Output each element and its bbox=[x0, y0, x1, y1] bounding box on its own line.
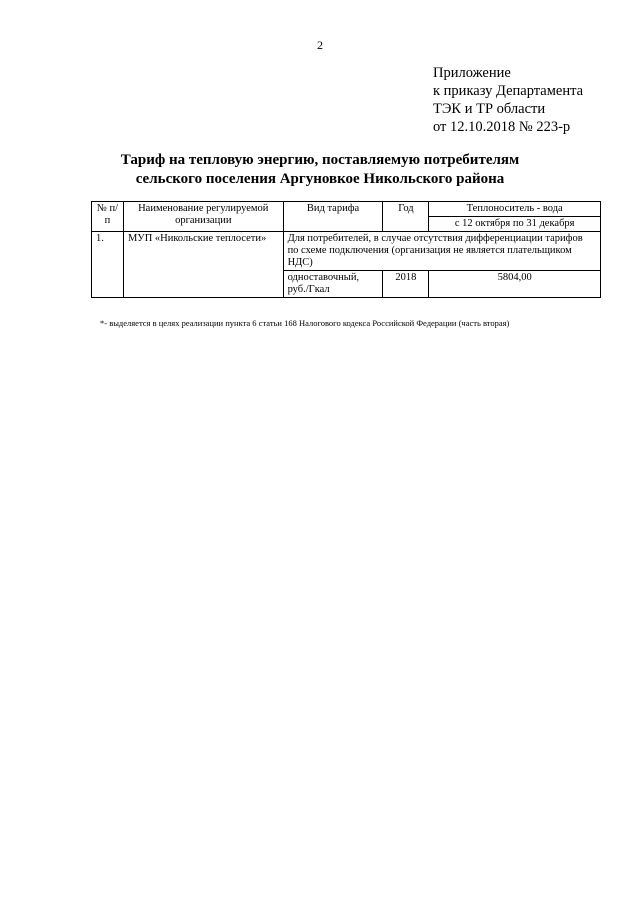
header-num: № п/п bbox=[92, 202, 124, 232]
header-carrier: Теплоноситель - вода bbox=[429, 202, 601, 217]
page-number: 2 bbox=[317, 38, 323, 52]
row-org: МУП «Никольские теплосети» bbox=[123, 232, 283, 298]
row-consumers-note: Для потребителей, в случае отсутствия дифференциации тарифов по схеме подключения (организация не является плательщиком НДС) bbox=[283, 232, 600, 271]
appendix-line-1: Приложение bbox=[433, 65, 511, 81]
header-year: Год bbox=[383, 202, 429, 232]
header-period: с 12 октября по 31 декабря bbox=[429, 217, 601, 232]
document-title bbox=[0, 151, 640, 189]
appendix-line-4: от 12.10.2018 № 223-р bbox=[433, 119, 571, 135]
header-org: Наименование регулируемой организации bbox=[123, 202, 283, 232]
appendix-line-2: к приказу Департамента bbox=[433, 83, 584, 99]
footnote: *- выделяется в целях реализации пункта 6 статьи 168 Налогового кодекса Российской Федерации (часть вторая) bbox=[100, 318, 510, 328]
appendix-block bbox=[433, 64, 583, 136]
title-line-2: сельского поселения Аргуновкое Никольского района bbox=[135, 171, 505, 187]
row-value: 5804,00 bbox=[429, 271, 601, 298]
header-tariff-type: Вид тарифа bbox=[283, 202, 383, 232]
tariff-table bbox=[91, 201, 601, 298]
appendix-line-3: ТЭК и ТР области bbox=[433, 101, 546, 117]
row-num: 1. bbox=[92, 232, 124, 298]
table-row bbox=[92, 232, 601, 271]
table-header-row bbox=[92, 202, 601, 217]
row-tariff-name: одноставочный, руб./Гкал bbox=[283, 271, 383, 298]
title-line-1: Тариф на тепловую энергию, поставляемую потребителям bbox=[120, 152, 520, 168]
row-year: 2018 bbox=[383, 271, 429, 298]
